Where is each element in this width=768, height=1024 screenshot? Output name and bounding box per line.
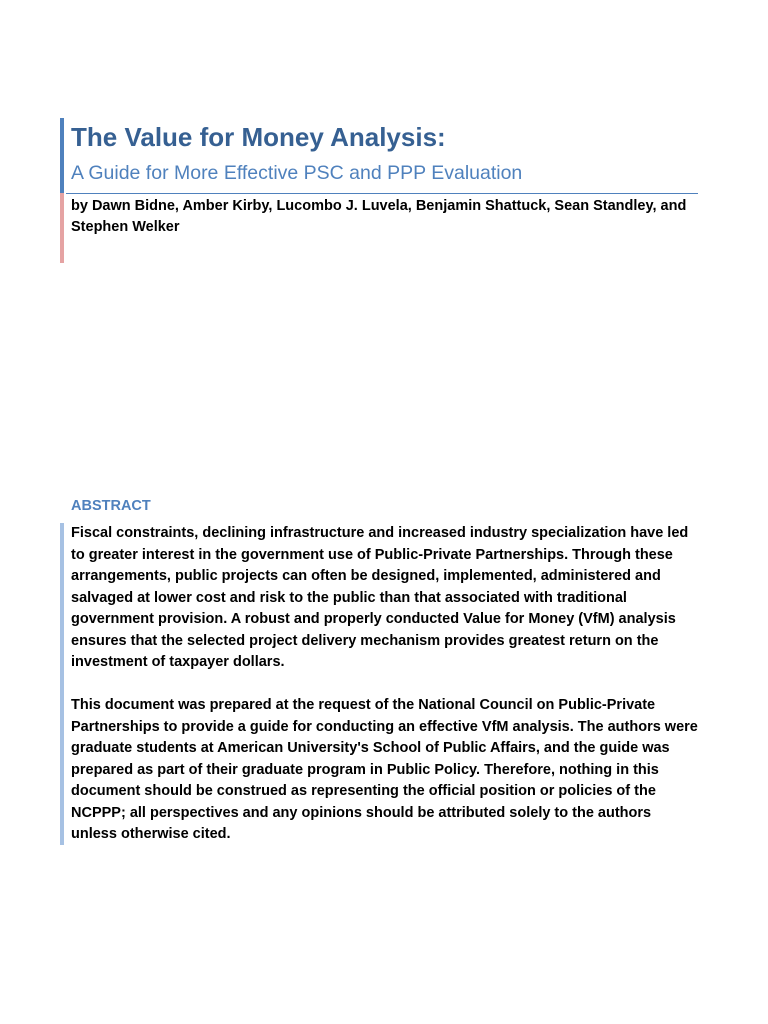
title-divider [66, 193, 698, 194]
abstract-paragraph-2: This document was prepared at the request of the National Council on Public-Private Partnerships to provide a guide for conducting an effective VfM analysis. The authors were graduate students at American University's School of Public Affairs, and the guide was prepared as part of their graduate program in Public Policy. Therefore, nothing in this document should be construed as representing the official position or policies of the NCPPP; all perspectives and any opinions should be attributed solely to the authors unless otherwise cited. [71, 697, 698, 842]
abstract-body [71, 523, 701, 867]
abstract-heading: ABSTRACT [71, 498, 151, 514]
document-subtitle: A Guide for More Effective PSC and PPP Evaluation [71, 162, 523, 184]
authors-accent-bar [60, 193, 64, 263]
abstract-paragraph-1: Fiscal constraints, declining infrastructure and increased industry specialization have led to greater interest in the government use of Public-Private Partnerships. Through these arrangements, public projects can often be designed, implemented, administered and salvaged at lower cost and risk to the public than that associated with traditional government provision. A robust and properly conducted Value for Money (VfM) analysis ensures that the selected project delivery mechanism provides greatest return on the investment of taxpayer dollars. [71, 525, 689, 670]
abstract-accent-bar [60, 523, 64, 845]
abstract-block [60, 523, 702, 845]
title-accent-bar [60, 118, 64, 193]
author-list: by Dawn Bidne, Amber Kirby, Lucombo J. Luvela, Benjamin Shattuck, Sean Standley, and Stephen Welker [71, 198, 687, 235]
document-title: The Value for Money Analysis: [71, 122, 446, 152]
